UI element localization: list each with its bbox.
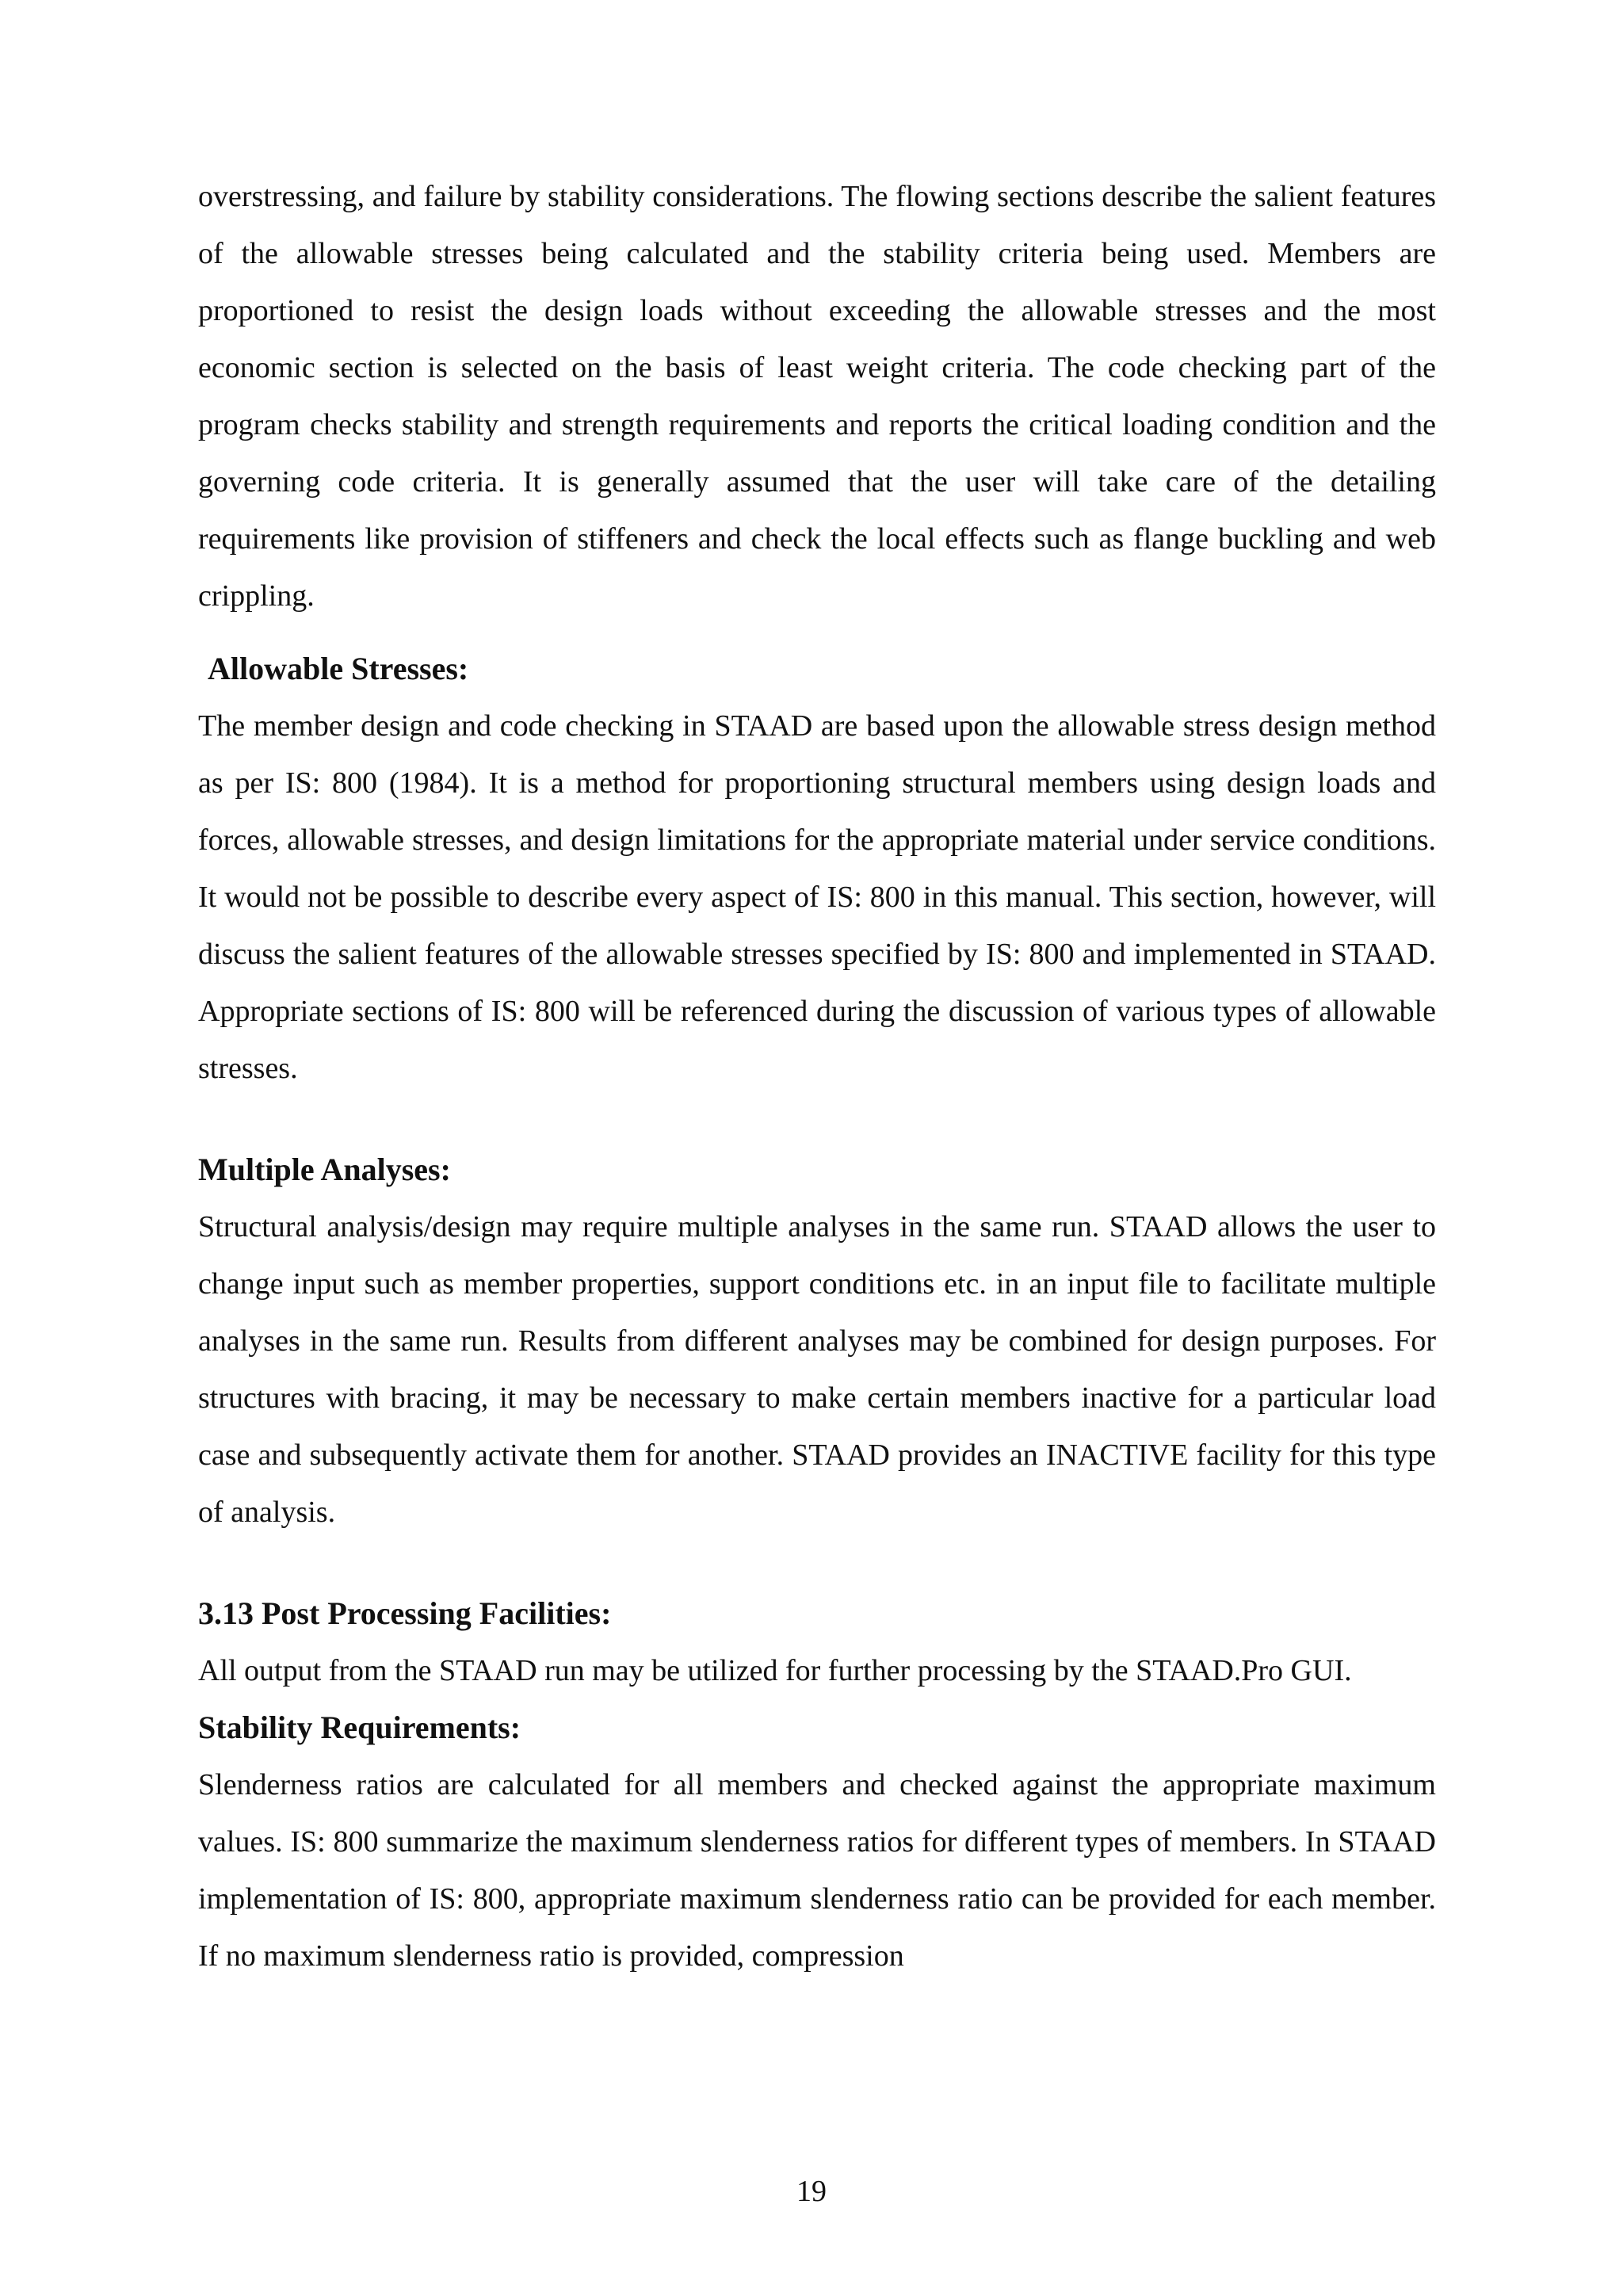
post-processing-paragraph: All output from the STAAD run may be utilized for further processing by the STAAD.Pro GUI.: [198, 1654, 1352, 1687]
heading-allowable-stresses: Allowable Stresses:: [208, 651, 469, 686]
allowable-stresses-paragraph: The member design and code checking in STAAD are based upon the allowable stress design method as per IS: 800 (1984). It is a method for proportioning structural members using design loads and forces, allowable stresses, and design limitations for the appropriate material under service conditions. It would not be possible to describe every aspect of IS: 800 in this manual. This section, however, will discuss the salient features of the allowable stresses specified by IS: 800 and implemented in STAAD. Appropriate sections of IS: 800 will be referenced during the discussion of various types of allowable stresses.: [198, 709, 1436, 1085]
heading-multiple-analyses: Multiple Analyses:: [198, 1152, 451, 1187]
document-page: [198, 168, 1436, 1985]
page-number: 19: [796, 2175, 827, 2208]
stability-requirements-paragraph: Slenderness ratios are calculated for all members and checked against the appropriate maximum values. IS: 800 summarize the maximum slenderness ratios for different types of members. In STAAD implementation of IS: 800, appropriate maximum slenderness ratio can be provided for each member. If no maximum slenderness ratio is provided, compression: [198, 1768, 1436, 1973]
heading-post-processing: 3.13 Post Processing Facilities:: [198, 1595, 612, 1631]
intro-paragraph: overstressing, and failure by stability considerations. The flowing sections describe the salient features of the allowable stresses being calculated and the stability criteria being used. Members are proportioned to resist the design loads without exceeding the allowable stresses and the most economic section is selected on the basis of least weight criteria. The code checking part of the program checks stability and strength requirements and reports the critical loading condition and the governing code criteria. It is generally assumed that the user will take care of the detailing requirements like provision of stiffeners and check the local effects such as flange buckling and web crippling.: [198, 180, 1436, 613]
heading-stability-requirements: Stability Requirements:: [198, 1710, 521, 1745]
multiple-analyses-paragraph: Structural analysis/design may require multiple analyses in the same run. STAAD allows the user to change input such as member properties, support conditions etc. in an input file to facilitate multiple analyses in the same run. Results from different analyses may be combined for design purposes. For structures with bracing, it may be necessary to make certain members inactive for a particular load case and subsequently activate them for another. STAAD provides an INACTIVE facility for this type of analysis.: [198, 1210, 1436, 1529]
